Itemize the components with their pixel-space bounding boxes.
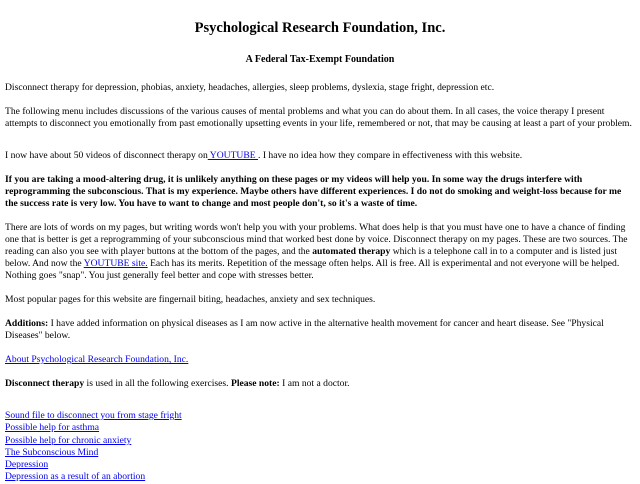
link-stage-fright[interactable]: Sound file to disconnect you from stage fright	[5, 410, 182, 421]
therapy-info-part3: Each has its merits. Repetition of the message often helps. All is free. All is experimental and not everyone will be helped. Nothing goes "snap". You just generally feel better and cope with stresses better.	[5, 258, 620, 281]
about-paragraph	[5, 354, 635, 366]
videos-text-after: . I have no idea how they compare in effectiveness with this website.	[258, 150, 523, 161]
about-link[interactable]: About Psychological Research Foundation, Inc.	[5, 354, 189, 365]
additions-paragraph	[5, 318, 635, 342]
automated-therapy-label: automated therapy	[312, 246, 391, 257]
additions-text: I have added information on physical diseases as I am now active in the alternative health movement for cancer and heart disease. See "Physical Diseases" below.	[5, 318, 604, 341]
videos-paragraph	[5, 150, 635, 162]
link-chronic-anxiety[interactable]: Possible help for chronic anxiety	[5, 434, 132, 446]
link-depression-abortion[interactable]: Depression as a result of an abortion	[5, 471, 146, 483]
link-subconscious-mind[interactable]: The Subconscious Mind	[5, 446, 99, 458]
therapy-info-part1: There are lots of words on my pages, but writing words won't help you with your problems. What does help is that you must have one to have a chance of finding one that is better is get a reprogramming of your subconscious mind that worked best done by voice. Disconnect therapy on my pages. These are two sources. The reading can also you see with player buttons at the bottom of the pages, and the	[5, 222, 628, 257]
popular-pages-paragraph: Most popular pages for this website are fingernail biting, headaches, anxiety and sex techniques.	[5, 294, 376, 305]
note-text: I am not a doctor.	[279, 378, 350, 389]
youtube-site-link[interactable]: YOUTUBE site.	[83, 258, 148, 269]
youtube-link[interactable]: YOUTUBE	[207, 150, 259, 161]
usage-paragraph	[5, 378, 635, 390]
intro-paragraph: Disconnect therapy for depression, phobias, anxiety, headaches, allergies, sleep problems, dyslexia, stage fright, depression etc.	[5, 82, 495, 93]
link-depression[interactable]: Depression	[5, 459, 49, 471]
page-subtitle: A Federal Tax-Exempt Foundation	[245, 54, 395, 65]
menu-paragraph: The following menu includes discussions of the various causes of mental problems and what you can do about them. In all cases, the voice therapy I present attempts to disconnect you emotionally from past emotionally upsetting events in your life, remembered or not, that may be causing at least a part of your problem.	[5, 106, 632, 129]
note-label: Please note:	[230, 378, 280, 389]
usage-text: is used in all the following exercises.	[84, 378, 231, 389]
drug-warning: If you are taking a mood-altering drug, it is unlikely anything on these pages or my videos will help you. In some way the drugs interfere with reprogramming the subconscious. That is my experience. Maybe others have different experiences. I do not do smoking and weight-loss because for me the success rate is very low. You have to want to change and most people don't, so it's a waste of time.	[5, 174, 622, 209]
link-asthma[interactable]: Possible help for asthma	[5, 422, 100, 434]
therapy-info-paragraph	[5, 222, 635, 282]
videos-text-before: I now have about 50 videos of disconnect therapy on	[5, 150, 208, 161]
exercise-links-list	[5, 410, 635, 484]
therapy-info-part2: which is a telephone call in to a computer and is listed just below. And now the	[5, 246, 618, 269]
usage-label: Disconnect therapy	[5, 378, 85, 389]
page-title: Psychological Research Foundation, Inc.	[194, 20, 446, 36]
additions-label: Additions:	[5, 318, 49, 329]
